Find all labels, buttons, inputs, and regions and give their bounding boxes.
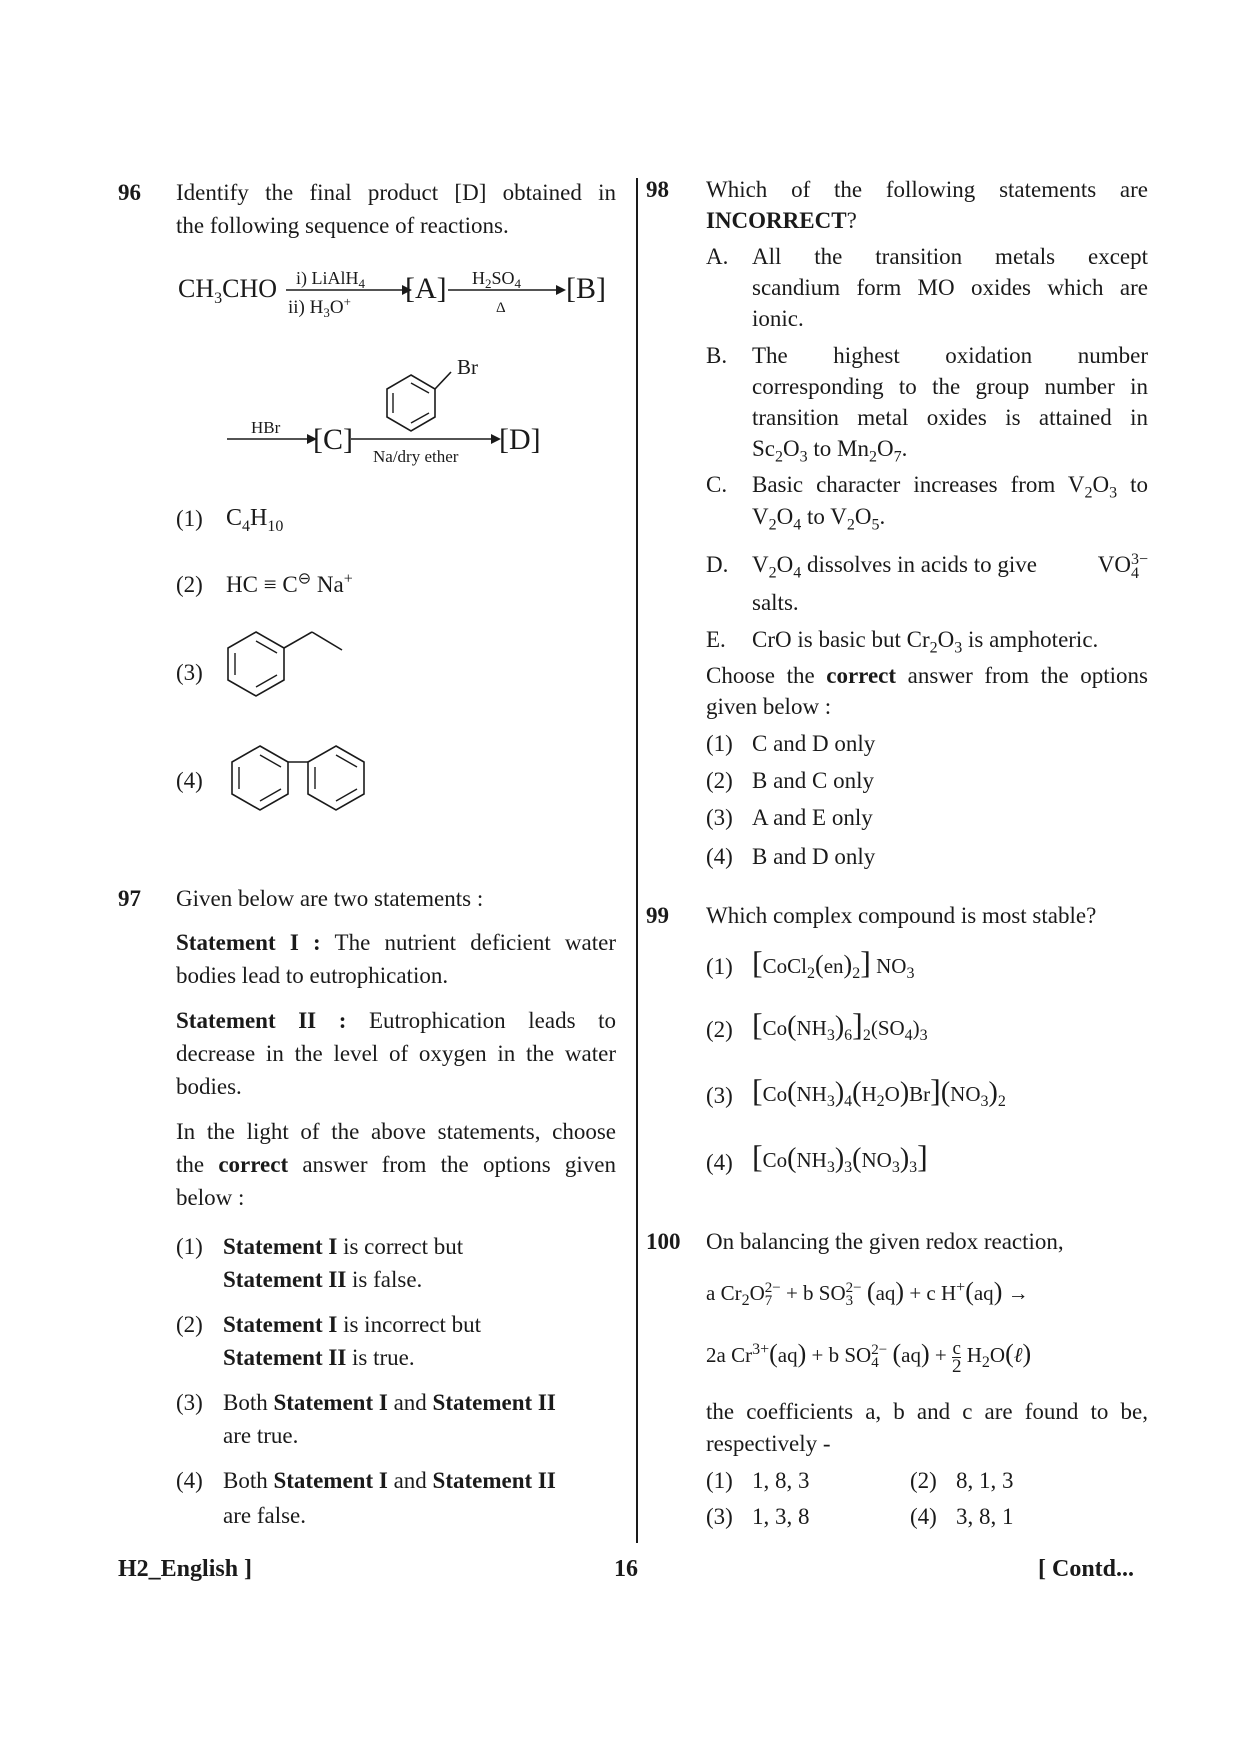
q98-statement-A-line1: All the transition metals except xyxy=(752,244,1148,269)
q97-o4-t1: and xyxy=(393,1468,427,1493)
q98-option-1-number[interactable]: (1) xyxy=(706,731,733,756)
q97-option-4-number[interactable]: (4) xyxy=(176,1468,203,1493)
q97-option-1-line2[interactable] xyxy=(223,1263,422,1296)
q97-choose-b1: the xyxy=(176,1152,205,1177)
question-number-96: 96 xyxy=(118,180,141,205)
q98-text-line1: Which of the following statements are xyxy=(706,177,1148,202)
q100-option-3-text[interactable]: 1, 3, 8 xyxy=(752,1504,810,1529)
question-number-100: 100 xyxy=(646,1229,681,1254)
q97-o3-t1: and xyxy=(393,1390,427,1415)
q97-s2-label: Statement II : xyxy=(176,1008,347,1033)
q100-text: On balancing the given redox reaction, xyxy=(706,1229,1064,1254)
q100-equation-line1: a $Cr_2O2-$ 7 + b SO2− 3 (aq) + c H+(aq) → xyxy=(706,1277,1029,1310)
q98-choose-bold: correct xyxy=(826,663,897,688)
q98-statement-E-label: E. xyxy=(706,627,726,652)
q98-choose-a1: Choose the xyxy=(706,663,815,688)
q100-option-4-text[interactable]: 3, 8, 1 xyxy=(956,1504,1014,1529)
scheme-start: $CH_3CHO$ xyxy=(178,274,278,308)
q97-statement-2-line2: decrease in the level of oxygen in the water xyxy=(176,1041,616,1066)
q97-option-4-line1[interactable] xyxy=(223,1464,556,1497)
q97-option-1-number[interactable]: (1) xyxy=(176,1234,203,1259)
q98-statement-B-line1: The highest oxidation number xyxy=(752,343,1148,368)
q98-statement-B-label: B. xyxy=(706,343,728,368)
scheme-B: [B] xyxy=(566,272,606,305)
q98-option-1-text[interactable]: C and D only xyxy=(752,731,876,756)
q100-option-3-number[interactable]: (3) xyxy=(706,1504,733,1529)
q97-statement-2-line3: bodies. xyxy=(176,1074,242,1099)
q97-option-3-number[interactable]: (3) xyxy=(176,1390,203,1415)
q97-option-3-line1[interactable] xyxy=(223,1386,556,1419)
biphenyl-structure[interactable] xyxy=(220,738,390,828)
q98-text-bold: INCORRECT xyxy=(706,208,847,233)
q97-statement-1-line2: bodies lead to eutrophication. xyxy=(176,963,449,988)
q97-option-2-line1[interactable] xyxy=(223,1308,481,1341)
q97-option-2-line2[interactable] xyxy=(223,1341,415,1374)
q96-option-1-number[interactable]: (1) xyxy=(176,506,203,531)
q97-choose-line2 xyxy=(176,1148,616,1181)
q96-option-4-number[interactable]: (4) xyxy=(176,768,203,793)
scheme-step2-bottom: Δ xyxy=(496,300,506,316)
footer-page-number: 16 xyxy=(614,1556,638,1582)
scheme-step3-top: HBr xyxy=(251,418,281,437)
q97-o3-b1: Statement I xyxy=(273,1390,388,1415)
footer-right: [ Contd... xyxy=(1038,1556,1135,1582)
q99-option-4-formula[interactable]: $[Co(NH_3)_3(NO_3)_3]$ xyxy=(752,1138,928,1177)
q98-statement-D-line2: salts. xyxy=(752,590,799,615)
q97-statement-1-line1 xyxy=(176,926,616,959)
q98-statement-D-line1: $V_2O_4$ dissolves in acids to give VO3− 4 xyxy=(752,550,1148,582)
scheme-arrow-2 xyxy=(446,258,568,320)
q98-statement-A-line3: ionic. xyxy=(752,306,804,331)
q98-option-4-text[interactable]: B and D only xyxy=(752,844,876,869)
q97-o2-t2: is true. xyxy=(352,1345,415,1370)
q96-option-3-number[interactable]: (3) xyxy=(176,660,203,685)
question-number-99: 99 xyxy=(646,903,669,928)
q99-text: Which complex compound is most stable? xyxy=(706,903,1097,928)
q98-option-2-text[interactable]: B and C only xyxy=(752,768,875,793)
q98-option-3-text[interactable]: A and E only xyxy=(752,805,873,830)
q98-option-3-number[interactable]: (3) xyxy=(706,805,733,830)
q97-choose-line1: In the light of the above statements, choose xyxy=(176,1119,616,1144)
q97-s2-text-a: Eutrophication leads to xyxy=(368,1008,616,1033)
q97-o4-b2: Statement II xyxy=(432,1468,556,1493)
q100-option-1-number[interactable]: (1) xyxy=(706,1468,733,1493)
footer-left: H2_English ] xyxy=(118,1556,253,1582)
q99-option-3-formula[interactable]: $[Co(NH_3)_4(H_2O)Br](NO_3)_2$ xyxy=(752,1072,1006,1111)
q99-option-4-number[interactable]: (4) xyxy=(706,1150,733,1175)
q98-option-4-number[interactable]: (4) xyxy=(706,844,733,869)
q98-statement-A-label: A. xyxy=(706,244,729,269)
scheme-step2-top: $H_2SO_4$ xyxy=(472,268,522,291)
q97-o3-b2: Statement II xyxy=(432,1390,556,1415)
q97-s1-text-a: The nutrient deficient water xyxy=(334,930,617,955)
q97-option-3-line2[interactable]: are true. xyxy=(223,1423,299,1448)
q97-statement-2-line1 xyxy=(176,1004,616,1037)
q97-o4-t0: Both xyxy=(223,1468,268,1493)
question-number-98: 98 xyxy=(646,177,669,202)
scheme-A: [A] xyxy=(405,272,447,305)
q98-option-2-number[interactable]: (2) xyxy=(706,768,733,793)
q98-statement-B-line3: transition metal oxides is attained in xyxy=(752,405,1148,430)
q100-after-line2: respectively - xyxy=(706,1431,831,1456)
q99-option-2-number[interactable]: (2) xyxy=(706,1017,733,1042)
scheme-step1-top: i) LiAlH$_4$ xyxy=(296,268,365,291)
q98-statement-A-line2: scandium form MO oxides which are xyxy=(752,275,1148,300)
q98-choose-line1 xyxy=(706,659,1148,692)
q100-after-line1: the coefficients a, b and c are found to be, xyxy=(706,1399,1148,1424)
q98-statement-C-line2: $V_2O_4$ to $V_2O_5$. xyxy=(752,504,886,534)
q99-option-2-formula[interactable]: $[Co(NH_3)_6]_2(SO_4)_3$ xyxy=(752,1006,928,1045)
q97-choose-line3: below : xyxy=(176,1185,245,1210)
q96-option-2-number[interactable]: (2) xyxy=(176,572,203,597)
column-divider xyxy=(636,178,638,1543)
q98-statement-C-label: C. xyxy=(706,472,728,497)
q99-option-1-formula[interactable]: $[CoCl_2(en)_2]$ $NO_3$ xyxy=(752,944,915,983)
scheme-arrow-1 xyxy=(284,258,414,320)
scheme-step4-sub: Br xyxy=(457,355,478,379)
q96-text-line2: the following sequence of reactions. xyxy=(176,213,509,238)
q97-o1-b1: Statement I xyxy=(223,1234,338,1259)
q98-statement-B-line4: $Sc_2O_3$ to $Mn_2O_7$. xyxy=(752,436,908,466)
q98-text-q: ? xyxy=(846,208,857,233)
q97-choose-b2: answer from the options given xyxy=(302,1152,616,1177)
q98-statement-C-line1: Basic character increases from $V_2O_3$ to xyxy=(752,472,1149,502)
q97-o2-b1: Statement I xyxy=(223,1312,338,1337)
q97-o1-t2: is false. xyxy=(352,1267,423,1292)
q97-o2-b2: Statement II xyxy=(223,1345,347,1370)
q97-option-4-line2[interactable]: are false. xyxy=(223,1503,306,1528)
scheme-line-2 xyxy=(225,350,545,470)
q97-choose-bold: correct xyxy=(218,1152,289,1177)
q96-option-1-text[interactable]: $C_4H_{10}$ xyxy=(226,505,284,535)
q97-o4-b1: Statement I xyxy=(273,1468,388,1493)
ethylbenzene-structure[interactable] xyxy=(220,624,360,714)
q96-text-line1: Identify the final product [D] obtained in xyxy=(176,180,616,205)
q97-option-1-line1[interactable] xyxy=(223,1230,463,1263)
q97-o2-t1: is incorrect but xyxy=(343,1312,482,1337)
q100-option-2-number[interactable]: (2) xyxy=(910,1468,937,1493)
q100-option-2-text[interactable]: 8, 1, 3 xyxy=(956,1468,1014,1493)
scheme-C: [C] xyxy=(313,423,353,456)
q98-statement-B-line2: corresponding to the group number in xyxy=(752,374,1148,399)
scheme-step1-bottom: ii) $H_3O^+$ xyxy=(288,294,351,320)
question-number-97: 97 xyxy=(118,886,141,911)
bromobenzene-structure xyxy=(387,355,478,431)
q99-option-1-number[interactable]: (1) xyxy=(706,954,733,979)
q99-option-3-number[interactable]: (3) xyxy=(706,1083,733,1108)
scheme-step4-bottom: Na/dry ether xyxy=(373,447,459,466)
q98-choose-a2: answer from the options xyxy=(907,663,1149,688)
q97-o3-t0: Both xyxy=(223,1390,268,1415)
q100-option-4-number[interactable]: (4) xyxy=(910,1504,937,1529)
q98-statement-E-line1: CrO is basic but $Cr_2O_3$ is amphoteric. xyxy=(752,627,1099,657)
q97-intro: Given below are two statements : xyxy=(176,886,484,911)
q97-o1-b2: Statement II xyxy=(223,1267,347,1292)
q98-statement-D-label: D. xyxy=(706,552,729,577)
q98-choose-line2: given below : xyxy=(706,694,832,719)
q100-equation-line2: 2a $Cr^{3+}(aq) + b$ SO2− 4 (aq) + c 2 $H_2O(\ell)$ xyxy=(706,1337,1032,1377)
q97-o1-t1: is correct but xyxy=(343,1234,464,1259)
q97-s1-label: Statement I : xyxy=(176,930,321,955)
q96-option-2-text[interactable]: HC ≡ C⊖ Na+ xyxy=(226,570,353,597)
q97-option-2-number[interactable]: (2) xyxy=(176,1312,203,1337)
scheme-D: [D] xyxy=(499,423,541,456)
q100-option-1-text[interactable]: 1, 8, 3 xyxy=(752,1468,810,1493)
q98-text-line2 xyxy=(706,204,857,237)
